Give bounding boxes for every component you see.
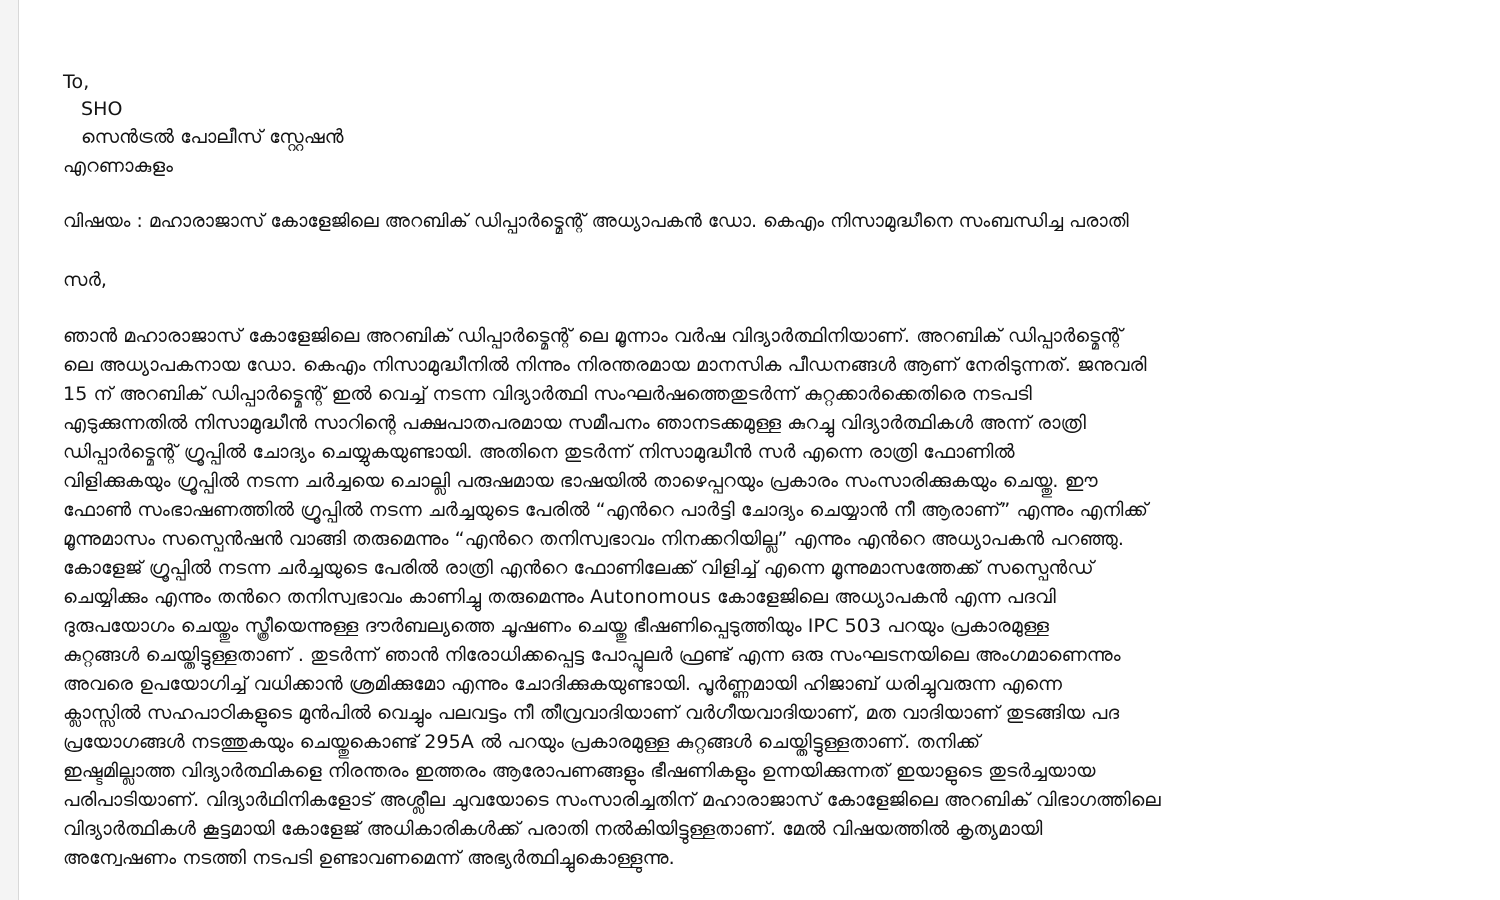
body-line: ഫോൺ സംഭാഷണത്തിൽ ഗ്രൂപ്പിൽ നടന്ന ചർച്ചയുടെ പേരിൽ “എൻറെ പാർട്ടി ചോദ്യം ചെയ്യാൻ നീ ആരാണ്” എന്നും എനിക്ക് [63,499,1149,521]
body-line: കോളേജ് ഗ്രൂപ്പിൽ നടന്ന ചർച്ചയുടെ പേരിൽ രാത്രി എൻറെ ഫോണിലേക്ക് വിളിച്ച് എന്നെ മൂന്നുമാസത്തേക്ക് സസ്പെൻഡ് [63,557,1094,579]
subject-line: വിഷയം : മഹാരാജാസ് കോളേജിലെ അറബിക് ഡിപ്പാർട്മെന്റ് അധ്യാപകൻ ഡോ. കെഎം നിസാമുദ്ധീനെ സംബന്ധിച്ച പരാതി [63,211,1129,232]
body-line: ഞാൻ മഹാരാജാസ് കോളേജിലെ അറബിക് ഡിപ്പാർട്മെന്റ് ലെ മൂന്നാം വർഷ വിദ്യാർത്ഥിനിയാണ്. അറബിക് ഡിപ്പാർട്മെന്റ് [63,325,1123,347]
body-line: അവരെ ഉപയോഗിച്ച് വധിക്കാൻ ശ്രമിക്കുമോ എന്നും ചോദിക്കുകയുണ്ടായി. പൂർണ്ണമായി ഹിജാബ് ധരിച്ചുവരുന്ന എന്നെ [63,673,1063,695]
body-line: 15 ന് അറബിക് ഡിപ്പാർട്മെന്റ് ഇൽ വെച്ച് നടന്ന വിദ്യാർത്ഥി സംഘർഷത്തെതുടർന്ന് കുറ്റക്കാർക്കെതിരെ നടപടി [63,383,1032,405]
body-line: കുറ്റങ്ങൾ ചെയ്തിട്ടുള്ളതാണ് . തുടർന്ന് ഞാൻ നിരോധിക്കപ്പെട്ട പോപ്പുലർ ഫ്രണ്ട് എന്ന ഒരു സംഘടനയിലെ അംഗമാണെന്നും [63,644,1121,666]
body-line: ലെ അധ്യാപകനായ ഡോ. കെഎം നിസാമുദ്ധീനിൽ നിന്നും നിരന്തരമായ മാനസിക പീഡനങ്ങൾ ആണ് നേരിടുന്നത്. ജനുവരി [63,354,1147,376]
body-line: ക്ലാസ്സിൽ സഹപാഠികളുടെ മുൻപിൽ വെച്ചും പലവട്ടം നീ തീവ്രവാദിയാണ് വർഗീയവാദിയാണ്, മത വാദിയാണ് തുടങ്ങിയ പദ [63,702,1120,724]
recipient-title: SHO [81,98,123,120]
body-line: ഇഷ്ടമില്ലാത്ത വിദ്യാർത്ഥികളെ നിരന്തരം ഇത്തരം ആരോപണങ്ങളും ഭീഷണികളും ഉന്നയിക്കുന്നത് ഇയാളുടെ തുടർച്ചയായ [63,760,1096,782]
to-line: To, [63,71,90,93]
body-line: പ്രയോഗങ്ങൾ നടത്തുകയും ചെയ്തുകൊണ്ട് 295A ൽ പറയും പ്രകാരമുള്ള കുറ്റങ്ങൾ ചെയ്തിട്ടുള്ളതാണ്. തനിക്ക് [63,731,981,753]
recipient-office: സെൻട്രൽ പോലീസ് സ്റ്റേഷൻ [81,126,344,148]
body-line: വിളിക്കുകയും ഗ്രൂപ്പിൽ നടന്ന ചർച്ചയെ ചൊല്ലി പരുഷമായ ഭാഷയിൽ താഴെപ്പറയും പ്രകാരം സംസാരിക്കുകയും ചെയ്തു. ഈ [63,470,1098,492]
body-line: ചെയ്യിക്കും എന്നും തൻറെ തനിസ്വഭാവം കാണിച്ചു തരുമെന്നും Autonomous കോളേജിലെ അധ്യാപകൻ എന്ന പദവി [63,586,1056,608]
body-line: പരിപാടിയാണ്. വിദ്യാർഥിനികളോട് അശ്ലീല ചുവയോടെ സംസാരിച്ചതിന് മഹാരാജാസ് കോളേജിലെ അറബിക് വിഭാഗത്തിലെ [63,789,1161,811]
body-line: അന്വേഷണം നടത്തി നടപടി ഉണ്ടാവണമെന്ന് അഭ്യർത്ഥിച്ചുകൊള്ളുന്നു. [63,847,675,869]
body-line: മൂന്നുമാസം സസ്പെൻഷൻ വാങ്ങി തരുമെന്നും “എൻറെ തനിസ്വഭാവം നിനക്കറിയില്ല” എന്നും എൻറെ അധ്യാപകൻ പറഞ്ഞു. [63,528,1125,550]
body-line: ദുരുപയോഗം ചെയ്തും സ്ത്രീയെന്നുള്ള ദൗർബല്യത്തെ ചൂഷണം ചെയ്തു ഭീഷണിപ്പെടുത്തിയും IPC 503 പറയും പ്രകാരമുള്ള [63,615,1050,637]
body-line: എടുക്കുന്നതിൽ നിസാമുദ്ധീൻ സാറിന്റെ പക്ഷപാതപരമായ സമീപനം ഞാനടക്കമുള്ള കുറച്ചു വിദ്യാർത്ഥികൾ അന്ന് രാത്രി [63,412,1086,434]
body-line: ഡിപ്പാർട്മെന്റ് ഗ്രൂപ്പിൽ ചോദ്യം ചെയ്യുകയുണ്ടായി. അതിനെ തുടർന്ന് നിസാമുദ്ധീൻ സർ എന്നെ രാത്രി ഫോണിൽ [63,441,1015,463]
letter-page [18,0,1500,900]
body-line: വിദ്യാർത്ഥികൾ കൂട്ടമായി കോളേജ് അധികാരികൾക്ക് പരാതി നൽകിയിട്ടുള്ളതാണ്. മേൽ വിഷയത്തിൽ കൃത്യമായി [63,818,1043,840]
recipient-place: എറണാകുളം [63,155,174,177]
greeting: സർ, [63,269,107,291]
